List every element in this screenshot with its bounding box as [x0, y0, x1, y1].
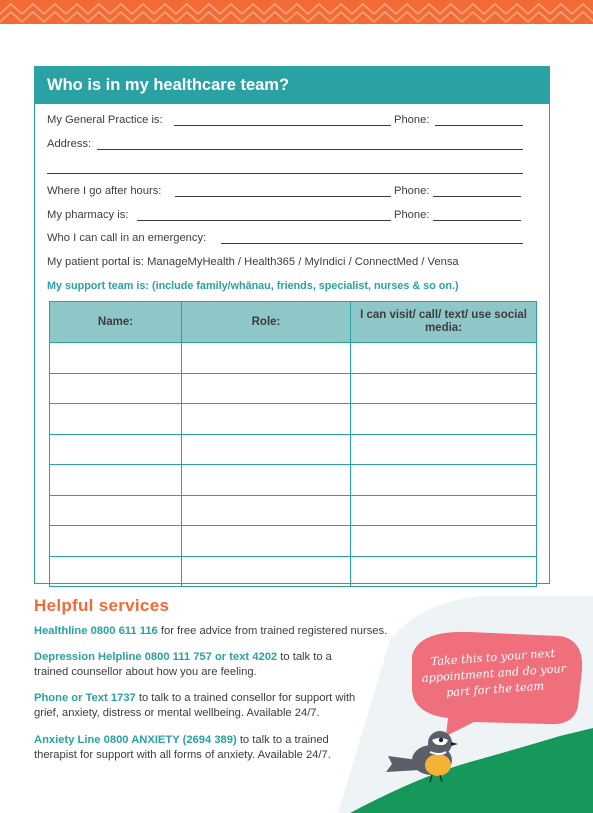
phone-label: Phone: — [394, 209, 430, 221]
helpful-services-title: Helpful services — [34, 596, 170, 615]
table-row — [50, 526, 537, 557]
emergency-contact-field[interactable] — [221, 243, 523, 244]
name-cell[interactable] — [50, 465, 182, 496]
role-cell[interactable] — [182, 434, 351, 465]
phone-label: Phone: — [394, 114, 430, 126]
name-cell[interactable] — [50, 343, 182, 374]
service-item — [34, 624, 394, 639]
table-row — [50, 343, 537, 374]
name-cell[interactable] — [50, 434, 182, 465]
table-row — [50, 495, 537, 526]
column-header-role: Role: — [182, 302, 351, 343]
address-field[interactable] — [97, 149, 523, 150]
pharmacy-phone-field[interactable] — [433, 220, 521, 221]
contact-method-cell[interactable] — [351, 495, 537, 526]
pharmacy-field[interactable] — [137, 220, 391, 221]
service-highlight: Phone or Text 1737 — [34, 692, 136, 704]
role-cell[interactable] — [182, 404, 351, 435]
service-highlight: Healthline 0800 611 116 — [34, 625, 158, 637]
general-practice-label: My General Practice is: — [47, 114, 163, 126]
address-field-line-2[interactable] — [47, 173, 523, 174]
contact-method-cell[interactable] — [351, 404, 537, 435]
after-hours-label: Where I go after hours: — [47, 185, 162, 197]
table-row — [50, 404, 537, 435]
role-cell[interactable] — [182, 465, 351, 496]
name-cell[interactable] — [50, 404, 182, 435]
contact-method-cell[interactable] — [351, 556, 537, 587]
service-description: to talk to a trained therapist for support with all forms of anxiety. Available 24/7. — [34, 734, 331, 761]
general-practice-field[interactable] — [174, 125, 391, 126]
support-team-label: My support team is: (include family/whānau, friends, specialist, nurses & so on.) — [47, 280, 459, 292]
service-description: to talk to a trained counsellor about how you are feeling. — [34, 651, 332, 678]
role-cell[interactable] — [182, 373, 351, 404]
contact-method-cell[interactable] — [351, 434, 537, 465]
patient-portal-text: My patient portal is: ManageMyHealth / Health365 / MyIndici / ConnectMed / Vensa — [47, 256, 459, 268]
phone-label: Phone: — [394, 185, 430, 197]
table-header-row — [50, 302, 537, 343]
contact-method-cell[interactable] — [351, 373, 537, 404]
contact-method-cell[interactable] — [351, 343, 537, 374]
general-practice-phone-field[interactable] — [435, 125, 523, 126]
callout-text: Take this to your next appointment and do your part for the team — [421, 646, 567, 700]
column-header-name: Name: — [50, 302, 182, 343]
role-cell[interactable] — [182, 556, 351, 587]
table-row — [50, 373, 537, 404]
contact-method-cell[interactable] — [351, 526, 537, 557]
contact-method-cell[interactable] — [351, 465, 537, 496]
table-row — [50, 434, 537, 465]
service-description: for free advice from trained registered nurses. — [157, 625, 388, 637]
role-cell[interactable] — [182, 495, 351, 526]
service-highlight: Depression Helpline 0800 111 757 or text 4202 — [34, 651, 278, 663]
service-description: to talk to a trained consellor for support with grief, anxiety, distress or mental wellbeing. Available 24/7. — [34, 692, 356, 719]
column-header-contact-method: I can visit/ call/ text/ use social media: — [351, 302, 537, 343]
address-label: Address: — [47, 138, 92, 150]
name-cell[interactable] — [50, 373, 182, 404]
pharmacy-label: My pharmacy is: — [47, 209, 129, 221]
role-cell[interactable] — [182, 526, 351, 557]
emergency-label: Who I can call in an emergency: — [47, 232, 207, 244]
support-team-table — [49, 301, 537, 587]
name-cell[interactable] — [50, 556, 182, 587]
service-item — [34, 691, 379, 721]
name-cell[interactable] — [50, 526, 182, 557]
table-row — [50, 556, 537, 587]
name-cell[interactable] — [50, 495, 182, 526]
service-item — [34, 733, 334, 763]
role-cell[interactable] — [182, 343, 351, 374]
service-highlight: Anxiety Line 0800 ANXIETY (2694 389) — [34, 734, 237, 746]
table-row — [50, 465, 537, 496]
after-hours-field[interactable] — [175, 196, 391, 197]
service-item — [34, 650, 364, 680]
form-title: Who is in my healthcare team? — [35, 67, 549, 104]
healthcare-team-form — [34, 66, 550, 584]
after-hours-phone-field[interactable] — [433, 196, 521, 197]
